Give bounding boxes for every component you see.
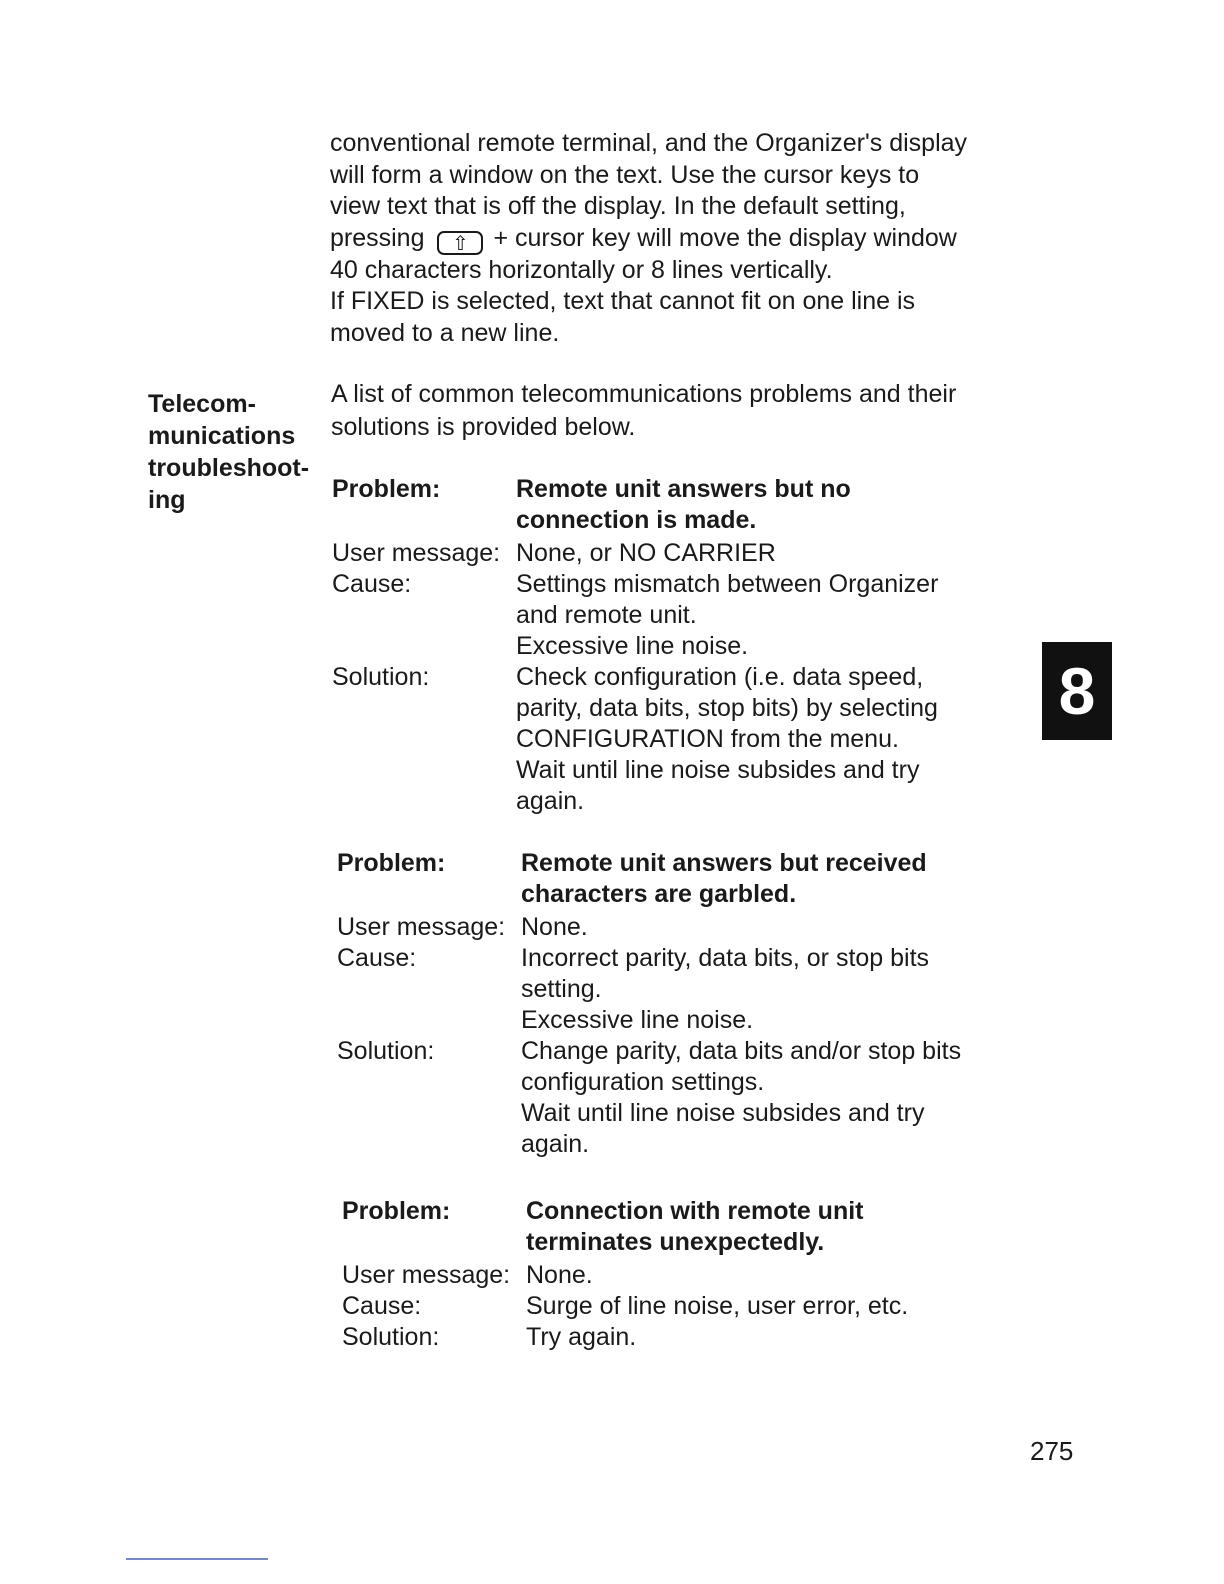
cause-value: Settings mismatch between Organizer and remote unit. Excessive line noise. xyxy=(516,570,939,660)
intro-line-with-key xyxy=(330,223,1030,255)
problem-block-1 xyxy=(332,474,1052,817)
cause-label: Cause: xyxy=(342,1292,422,1320)
solution-value: Check configuration (i.e. data speed, parity, data bits, stop bits) by selecting CONFIGURATION from the menu. Wait until line noise subsides and try again. xyxy=(516,663,938,815)
user-message-value: None. xyxy=(521,913,588,941)
solution-label: Solution: xyxy=(337,1037,435,1065)
heading-line: Telecom- xyxy=(148,390,256,418)
cause-value: Surge of line noise, user error, etc. xyxy=(526,1292,909,1320)
footer-rule xyxy=(126,1558,268,1560)
problem-label: Problem: xyxy=(332,475,441,503)
problem-label: Problem: xyxy=(337,849,446,877)
intro-line: view text that is off the display. In the default setting, xyxy=(330,192,906,220)
solution-value: Try again. xyxy=(526,1323,637,1351)
cause-label: Cause: xyxy=(332,570,412,598)
section-intro-line: solutions is provided below. xyxy=(331,413,636,441)
intro-line: If FIXED is selected, text that cannot fit on one line is xyxy=(330,287,916,315)
solution-label: Solution: xyxy=(342,1323,440,1351)
heading-line: ing xyxy=(148,486,186,514)
cause-label: Cause: xyxy=(337,944,417,972)
problem-title: Connection with remote unit terminates unexpectedly. xyxy=(526,1197,864,1256)
heading-line: munications xyxy=(148,422,296,450)
heading-line: troubleshoot- xyxy=(148,454,310,482)
intro-line: conventional remote terminal, and the Organizer's display xyxy=(330,129,968,157)
user-message-label: User message: xyxy=(332,539,501,567)
user-message-value: None, or NO CARRIER xyxy=(516,539,776,567)
problem-block-3 xyxy=(342,1196,1062,1353)
problem-title: Remote unit answers but received characters are garbled. xyxy=(521,849,927,908)
cause-value: Incorrect parity, data bits, or stop bits setting. Excessive line noise. xyxy=(521,944,930,1034)
chapter-tab: 8 xyxy=(1042,642,1112,740)
page-number: 275 xyxy=(1030,1436,1074,1466)
section-intro-line: A list of common telecommunications problems and their xyxy=(331,380,957,408)
section-side-heading xyxy=(148,388,318,516)
shift-key-icon: ⇧ xyxy=(437,231,483,255)
intro-text: + cursor key will move the display window xyxy=(493,223,957,252)
user-message-value: None. xyxy=(526,1261,593,1289)
user-message-label: User message: xyxy=(337,913,506,941)
intro-line: 40 characters horizontally or 8 lines vertically. xyxy=(330,255,833,284)
intro-text: pressing xyxy=(330,223,425,252)
problem-label: Problem: xyxy=(342,1197,451,1225)
solution-label: Solution: xyxy=(332,663,430,691)
intro-line: moved to a new line. xyxy=(330,318,560,347)
section-intro xyxy=(331,378,1031,444)
user-message-label: User message: xyxy=(342,1261,511,1289)
problem-title: Remote unit answers but no connection is made. xyxy=(516,475,851,534)
intro-paragraph xyxy=(330,128,1030,349)
problem-block-2 xyxy=(337,848,1057,1160)
solution-value: Change parity, data bits and/or stop bits configuration settings. Wait until line noise subsides and try again. xyxy=(521,1037,962,1158)
intro-line: will form a window on the text. Use the cursor keys to xyxy=(330,160,920,189)
